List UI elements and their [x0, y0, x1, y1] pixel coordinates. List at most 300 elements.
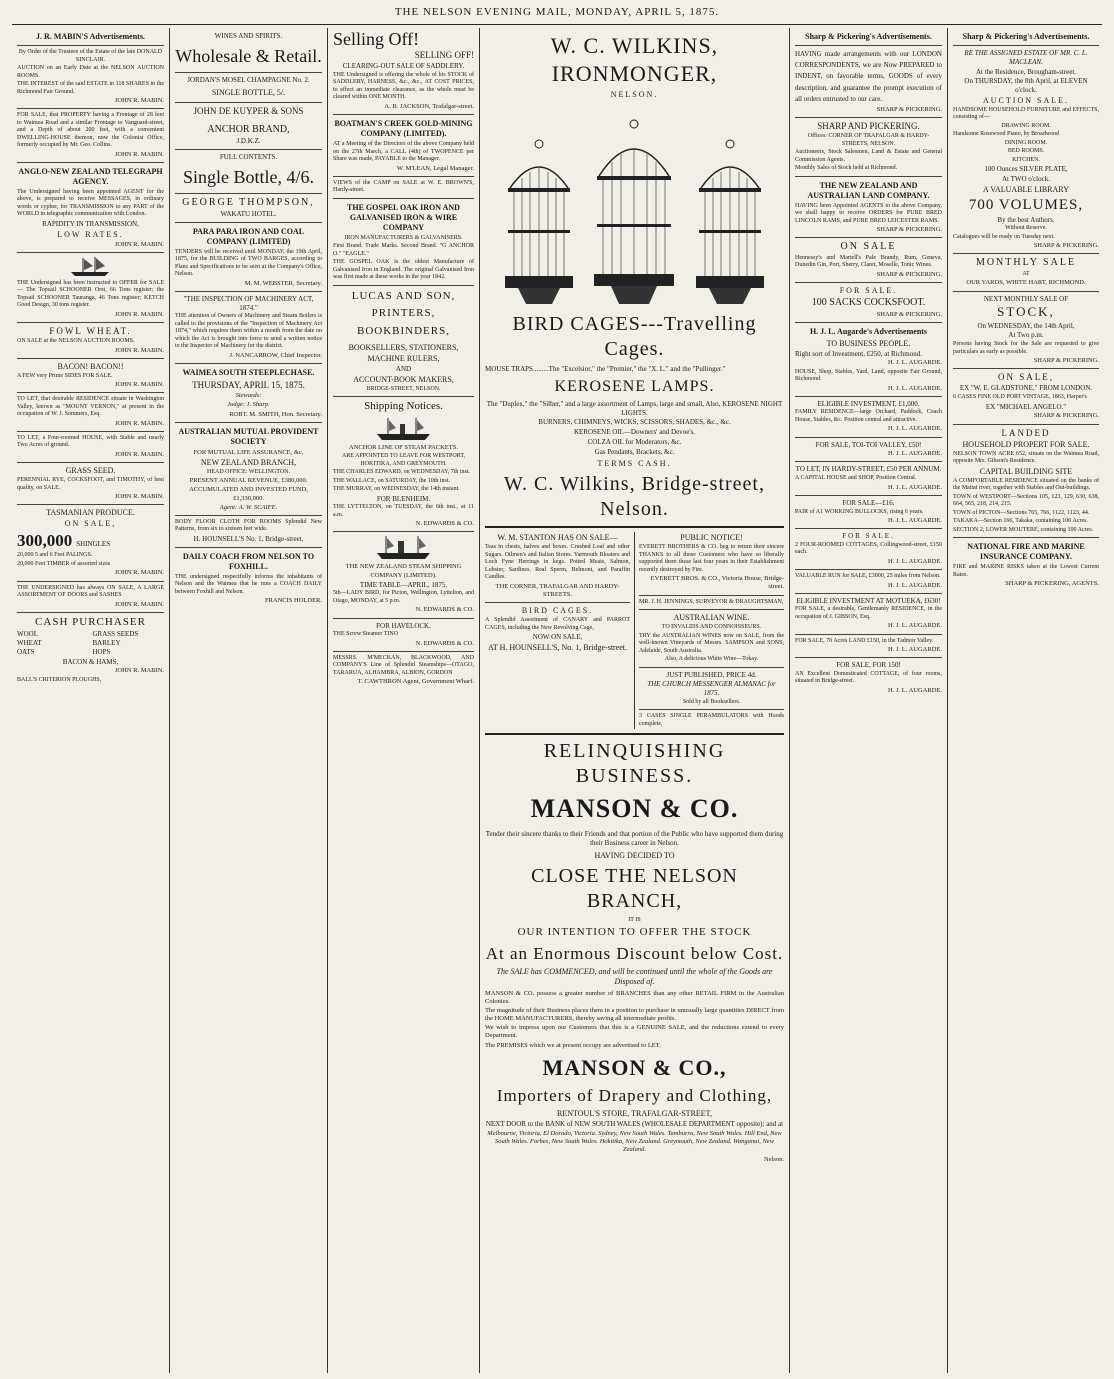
- ad-headline: RELINQUISHING BUSINESS.: [543, 740, 726, 788]
- ad-text: WAKATU HOTEL.: [220, 210, 277, 219]
- ad-heading: ANGLO-NEW ZEALAND TELEGRAPH AGENCY.: [18, 166, 163, 186]
- ad-text: PRESENT ANNUAL REVENUE, £380,000.: [189, 477, 308, 485]
- column-3: [328, 28, 480, 1373]
- ad-heading: AUCTION SALE.: [983, 95, 1069, 105]
- signature: JOHN R. MABIN.: [114, 450, 164, 458]
- ad-heading: MONTHLY SALE: [975, 257, 1077, 269]
- shingles-count: 300,000: [17, 531, 73, 551]
- signature: H. J. L. AUGARDE.: [888, 359, 942, 367]
- divider: [333, 198, 474, 199]
- signature: JOHN R. MABIN.: [114, 493, 164, 500]
- ad-text: At TWO o'clock.: [1002, 175, 1050, 183]
- ad-text: Right sort of Investment, £250, at Richmond.: [795, 349, 922, 358]
- ad-heading: NATIONAL FIRE AND MARINE INSURANCE COMPANY.: [967, 542, 1085, 562]
- ad-text: DRAWING ROOM.: [1001, 122, 1051, 129]
- divider: [17, 45, 164, 46]
- ad-heading: W. M. STANTON HAS ON SALE—: [497, 533, 618, 543]
- signature: H. J. L. AUGARDE.: [888, 581, 942, 589]
- ad-headline: MANSON & CO.,: [542, 1054, 727, 1080]
- column-2: [170, 28, 328, 1373]
- ad-text: A CAPITAL HOUSE and SHOP, Position Central.: [795, 475, 917, 482]
- ad-text: Teas in chests, halves and boxes. Crushed Loaf and other Sugars. Oilmen's and Italian Stores. Yarmouth Bloaters and Loch Fyne Herrings in kegs. Potted Meats, Salmon, Lobster, Sardines. Real Sperm, Belmont, and Paraffin Candles.: [485, 544, 630, 581]
- divider: [17, 462, 164, 463]
- ad-headline: At an Enormous Discount below Cost.: [485, 943, 784, 963]
- ad-text: TENDERS will be received until MONDAY, the 19th April, 1875, for the BUILDING of TWO BARGES, according to Plans and Specifications to be seen at the Company's Office, Nelson.: [175, 248, 322, 278]
- divider: [17, 392, 164, 393]
- divider: [175, 422, 322, 423]
- ad-text: A COMFORTABLE RESIDENCE situated on the banks of the Maitai river, together with Stables and Out-buildings.: [953, 477, 1099, 492]
- signature: SHARP & PICKERING, AGENTS.: [1005, 580, 1099, 588]
- ad-text: Hennessy's and Martell's Pale Brandy, Rum, Geneva, Dunedin Gin, Port, Sherry, Claret, Moselle, Tonic Wines.: [795, 254, 942, 269]
- divider: [175, 102, 322, 103]
- signature: JOHN R. MABIN.: [114, 150, 164, 158]
- ad-heading: ON SALE,: [64, 519, 117, 529]
- column-6: [948, 28, 1104, 1373]
- ad-headline: MANSON & CO.: [530, 794, 739, 824]
- ad-heading: FOR SALE.: [842, 532, 895, 541]
- ad-text: HANDSOME HOUSEHOLD FURNITURE and EFFECTS, consisting of—: [953, 106, 1099, 121]
- signature: H. J. L. AUGARDE.: [888, 557, 942, 565]
- ad-text: Sold by all Booksellers.: [682, 698, 741, 705]
- signature: N. EDWARDS & CO.: [415, 520, 474, 528]
- ad-text: HEAD OFFICE: WELLINGTON.: [207, 468, 290, 475]
- signature: JOHN R. MABIN.: [114, 569, 164, 577]
- ad-text: Persons having Stock for the Sale are requested to give particulars as early as possible.: [953, 341, 1099, 355]
- shingles-label: SHINGLES: [76, 540, 111, 549]
- ad-text: At Two p.m.: [1008, 331, 1044, 340]
- signature: Nelson.: [763, 1155, 784, 1163]
- divider: [795, 117, 942, 118]
- signature: H. J. L. AUGARDE.: [888, 450, 942, 458]
- ad-text: ACCUMULATED AND INVESTED FUND, £1,330,000.: [189, 486, 308, 502]
- ad-text: A FEW very Prime SIDES FOR SALE.: [17, 372, 113, 379]
- ad-text: THE undersigned respectfully informs the inhabitants of Nelson and the Waimea that he runs a COACH DAILY between Foxhill and Nelson.: [175, 573, 322, 595]
- ad-headline: Importers of Drapery and Clothing,: [496, 1086, 773, 1106]
- ad-heading: THE NEW ZEALAND STEAM SHIPPING COMPANY (LIMITED).: [345, 563, 462, 579]
- ad-text: AT: [1022, 270, 1030, 277]
- ad-text: J.D.K.Z.: [236, 137, 261, 146]
- divider: [795, 237, 942, 238]
- ad-text: THURSDAY, APRIL 15, 1875.: [192, 380, 305, 391]
- divider: [953, 368, 1099, 369]
- ad-text: HAVING made arrangements with our LONDON CORRESPONDENTS, we are Now PREPARED to INDENT, on favorable terms, GOODS of every description, and guarantee the prompt execution of all orders entrusted to our care.: [795, 50, 942, 103]
- divider: [795, 437, 942, 438]
- divider: [175, 222, 322, 223]
- ad-text: THE Undersigned is offering the whole of his STOCK of SADDLERY, HARNESS, &c., &c., AT COST PRICES, to effect an immediate clearance, as the whole must be cleared within ONE MONTH.: [333, 71, 474, 101]
- goods-item: OATS: [17, 647, 35, 656]
- ad-heading: FOWL WHEAT.: [49, 325, 132, 336]
- ad-text: 100 Ounces SILVER PLATE,: [984, 165, 1068, 174]
- sailing-notice: 5th—LADY BIRD, for Picton, Wellington, Lyttelton, and Otago, MONDAY, at 5 p.m.: [333, 590, 474, 604]
- column-5: [790, 28, 948, 1373]
- ad-heading: CASH PURCHASER: [35, 615, 146, 628]
- signature: H. J. L. AUGARDE.: [888, 483, 942, 491]
- divider: [795, 282, 942, 283]
- ad-text: First Brand. Trade Marks. Second Brand. "G ANCHOR O." "EAGLE.": [333, 243, 474, 257]
- divider: [639, 595, 784, 596]
- ad-text: NEXT DOOR to the BANK of NEW SOUTH WALES (WHOLESALE DEPARTMENT opposite); and at: [485, 1120, 784, 1129]
- signature: J. NANCARROW, Chief Inspector.: [229, 351, 322, 359]
- ad-text: NOW ON SALE,: [532, 633, 583, 641]
- ad-heading: ON SALE,: [998, 372, 1054, 383]
- ad-heading: TASMANIAN PRODUCE.: [46, 508, 135, 518]
- ad-text: Judge: J. Sharp.: [227, 401, 270, 409]
- two-column-block: [485, 532, 784, 729]
- divider: [175, 149, 322, 150]
- goods-item: BACON & HAMS,: [62, 657, 119, 666]
- ad-text: NELSON.: [610, 90, 659, 99]
- ad-heading: BOOKBINDERS,: [357, 325, 450, 338]
- ad-heading: PUBLIC NOTICE!: [680, 533, 743, 543]
- signature: M. M. WEBSTER, Secretary.: [244, 279, 322, 287]
- ad-text: TRY the AUSTRALIAN WINES now on SALE, from the well-known Vineyards of Messrs. SAMPSON and SONS, Adelaide, South Australia.: [639, 632, 784, 654]
- goods-item: WOOL: [17, 630, 38, 639]
- signature: SHARP & PICKERING.: [876, 270, 942, 278]
- signature: SHARP & PICKERING.: [1033, 242, 1099, 250]
- ad-headline: Selling Off!: [333, 29, 420, 49]
- ad-text: TERMS CASH.: [597, 459, 672, 469]
- signature: SHARP & PICKERING.: [1033, 412, 1099, 420]
- ad-text: VIEWS of the CAMP on SALE at W. E. BROWN'S, Hardy-street.: [333, 179, 474, 194]
- ad-text: ARE APPOINTED TO LEAVE FOR WESTPORT, HOKITIKA, AND GREYMOUTH.: [341, 453, 466, 467]
- ad-headline: CLOSE THE NELSON BRANCH,: [531, 865, 738, 913]
- divider: [795, 461, 942, 462]
- divider: [333, 396, 474, 397]
- ad-text: THE attention of Owners of Machinery and Steam Boilers is called to the provisions of the "Inspection of Machinery Act 1874," which requires them within a month from the date on which the Act is brought into force to send a written notice to the Inspector of Machinery for the district.: [175, 313, 322, 350]
- ad-headline: STOCK,: [997, 304, 1055, 320]
- ad-heading: THE NEW ZEALAND AND AUSTRALIAN LAND COMPANY.: [807, 180, 930, 200]
- ad-text: PERENNIAL RYE, COCKSFOOT, and TIMOTHY, of best quality, on SALE.: [17, 477, 164, 491]
- ad-text: RAPIDITY IN TRANSMISSION,: [42, 219, 139, 228]
- ad-text: 100 SACKS COCKSFOOT.: [811, 297, 926, 309]
- ad-text: EVERETT BROTHERS & CO. beg to return their sincere THANKS to all those Customers who have so liberally supported them these last four years in their Establishment recently destroyed by Fire.: [639, 544, 784, 573]
- divider: [17, 612, 164, 613]
- bird-cage-illustration: [493, 108, 776, 308]
- ad-text: AT H. HOUNSELL'S, No. 1, Bridge-street.: [487, 642, 628, 652]
- divider: [795, 322, 942, 323]
- ad-heading: PRINTERS,: [371, 307, 436, 320]
- sailing-notice: THE LYTTELTON, on TUESDAY, the 6th inst., at 11 a.m.: [333, 504, 474, 518]
- divider: [639, 609, 784, 610]
- ad-text: THE CHURCH MESSENGER ALMANAC for 1875.: [647, 680, 776, 697]
- ad-text: NELSON TOWN ACRE 652, situate on the Waimea Road, opposite Mrs. Gibson's Residence.: [953, 450, 1099, 465]
- ad-text: On THURSDAY, the 8th April, at ELEVEN o'clock.: [964, 77, 1088, 94]
- ad-heading: GRASS SEED.: [65, 466, 116, 475]
- ad-text: TO LET, a Four-roomed HOUSE, with Stable and nearly Two Acres of ground.: [17, 434, 164, 449]
- column-title: Sharp & Pickering's Advertisements.: [962, 32, 1090, 41]
- ad-text: THE GOSPEL OAK is the oldest Manufacture of Galvanised Iron in England. The original Galvanised Iron was first made at these works in the year 1842.: [333, 259, 474, 281]
- divider: [333, 285, 474, 286]
- ad-text: Without Reserve.: [1005, 225, 1047, 232]
- ad-text: COLZA OIL for Moderators, &c.: [587, 437, 682, 446]
- divider: [333, 176, 474, 177]
- signature: JOHN R. MABIN.: [114, 381, 164, 389]
- ad-text: MESSRS. M'MECKAN, BLACKWOOD, AND COMPANY'S Line of Splendid Steamships—OTAGO, TARARUA, ALHAMBRA, ALBION, GORDON: [333, 654, 474, 676]
- ad-text: NEXT MONTHLY SALE OF: [983, 294, 1069, 303]
- signature: SHARP & PICKERING.: [876, 310, 942, 318]
- ad-text: RENTOUL'S STORE, TRAFALGAR-STREET,: [557, 1109, 712, 1119]
- divider: [795, 593, 942, 594]
- ad-text: MANSON & CO. possess a greater number of BRANCHES than any other RETAIL FIRM in the Australian Colonies.: [485, 989, 784, 1005]
- ad-text: 20,000 Feet TIMBER of assorted sizes: [17, 560, 111, 567]
- ad-text: SINGLE BOTTLE, 5/.: [211, 88, 286, 98]
- divider: [17, 162, 164, 163]
- ad-text: 20,000 5 and 6 Feet PALINGS.: [17, 552, 93, 559]
- signature: H. J. L. AUGARDE.: [888, 425, 942, 433]
- ad-heading: TO BUSINESS PEOPLE.: [826, 338, 911, 348]
- ad-headline: W. C. WILKINS, IRONMONGER,: [550, 33, 719, 86]
- ad-heading: WINES AND SPIRITS.: [214, 32, 283, 40]
- divider: [17, 581, 164, 582]
- signature: H. J. L. AUGARDE.: [888, 517, 942, 525]
- ad-heading: "THE INSPECTION OF MACHINERY ACT, 1874.": [183, 294, 314, 312]
- ad-text: TOWN of PICTON—Sections 765, 766, 1122, 1123, 44.: [953, 509, 1090, 516]
- ad-heading: AUSTRALIAN MUTUAL PROVIDENT SOCIETY: [178, 426, 319, 446]
- ad-text: Also, A delicious White Wine—Tokay.: [664, 656, 759, 662]
- divider: [175, 291, 322, 292]
- sailing-notice: THE MURRAY, on WEDNESDAY, the 14th instant.: [333, 486, 460, 493]
- divider: [953, 291, 1099, 292]
- ad-heading: LUCAS AND SON,: [351, 289, 456, 302]
- ad-text: FIRE and MARINE RISKS taken at the Lowest Current Rates.: [953, 564, 1099, 578]
- ad-text: THE UNDERSIGNED has always ON SALE, A LARGE ASSORTMENT OF DOORS and SASHES: [17, 584, 164, 598]
- ad-text: TAKAKA—Section 166, Takaka, containing 100 Acres.: [953, 518, 1088, 525]
- divider: [485, 602, 630, 603]
- ad-heading: HOUSEHOLD PROPERT FOR SALE.: [962, 439, 1090, 449]
- ad-heading: ELIGIBLE INVESTMENT, £1,000.: [817, 399, 920, 408]
- ad-text: Auctioneers, Stock Salesmen, Land & Estate and General Commission Agents.: [795, 149, 942, 163]
- ad-text: PAIR of A1 WORKING BULLOCKS, rising 6 years.: [795, 508, 924, 515]
- divider: [175, 515, 322, 516]
- divider: [795, 176, 942, 177]
- signature: N. EDWARDS & CO.: [415, 639, 474, 647]
- divider: [17, 252, 164, 253]
- divider: [953, 424, 1099, 425]
- column-title: H. J. L. Augarde's Advertisements: [809, 326, 928, 336]
- ad-text: LOW RATES.: [57, 229, 124, 239]
- ad-text: IRON MANUFACTURERS & GALVANISERS.: [344, 234, 463, 241]
- divider: [17, 504, 164, 505]
- ship-icon: [69, 256, 113, 278]
- ad-text: AN Excellent Domesticated COTTAGE, of four rooms, situated in Bridge-street.: [795, 670, 942, 685]
- divider: [953, 45, 1099, 46]
- ad-heading: LANDED: [1001, 427, 1051, 438]
- ad-heading: ANCHOR LINE OF STEAM PACKETS.: [348, 443, 458, 451]
- ad-heading: JUST PUBLISHED, PRICE 4d.: [666, 670, 757, 679]
- ad-text: FULL CONTENTS.: [219, 152, 278, 161]
- signature: ROBT. M. SMITH, Hon. Secretary.: [229, 410, 322, 418]
- ad-headline: 700 VOLUMES,: [968, 196, 1084, 213]
- ad-heading: FOR SALE, TOI-TOI VALLEY, £50!: [815, 440, 922, 449]
- divider: [485, 733, 784, 735]
- column-title: Sharp & Pickering's Advertisements.: [805, 32, 932, 41]
- signature: T. CAWTHRON Agent, Government Wharf.: [357, 678, 474, 686]
- ad-text: HAVING been Appointed AGENTS to the above Company, we shall happy to receive ORDERS for PURE BRED LINCOLN RAMS, and PURE BRED LEICESTER RAMS.: [795, 202, 942, 224]
- ad-heading: CAPITAL BUILDING SITE: [979, 466, 1073, 476]
- divider: [795, 657, 942, 658]
- ad-text: By Order of the Trustees of the Estate of the late DONALD SINCLAIR.: [18, 49, 163, 63]
- column-1: [12, 28, 170, 1373]
- divider: [175, 363, 322, 364]
- divider: [953, 253, 1099, 254]
- goods-item: GRASS SEEDS: [92, 630, 139, 639]
- goods-item: WHEAT: [17, 639, 42, 648]
- ad-text: JORDAN'S MOSEL CHAMPAGNE No. 2.: [187, 75, 310, 84]
- divider: [17, 431, 164, 432]
- ad-text: THE Undersigned has been instructed to OFFER for SALE— The Topsail SCHOONER Orst, 66 Tons register; the Topsail SCHOONER Tauranga, 46 Tons register; KETCH Good Design, 30 tons register.: [17, 279, 164, 309]
- divider: [795, 495, 942, 496]
- divider: [333, 114, 474, 115]
- signature: H. J. L. AUGARDE.: [888, 686, 942, 694]
- ad-text: H. HOUNSELL'S No. 1, Bridge-street.: [193, 534, 304, 543]
- sailing-notice: THE CHARLES EDWARD, on WEDNESDAY, 7th inst.: [333, 469, 471, 476]
- divider: [17, 322, 164, 323]
- ad-text: The magnitude of their Business places them in a position to purchase in unusually large quantities DIRECT from the HOME MANUFACTURERS, thereby saving all intermediate profits.: [485, 1007, 784, 1023]
- divider: [795, 396, 942, 397]
- ad-headline: W. C. Wilkins, Bridge-street, Nelson.: [504, 473, 765, 521]
- ad-text: THE INTEREST of the said ESTATE in 118 SHARES in the Richmond Fair Ground.: [17, 81, 164, 95]
- divider: [953, 537, 1099, 538]
- ad-text: ON SALE at the NELSON AUCTION ROOMS.: [17, 338, 135, 344]
- ad-text: AT a Meeting of the Directors of the above Company held on the 27th March, a CALL (4th) of TWOPENCE per Share was made, PAYABLE to the Manager.: [333, 141, 474, 163]
- ad-text: FOR MUTUAL LIFE ASSURANCE, &c.: [193, 448, 304, 456]
- ad-text: We wish to impress upon our Customers that this is a GENUINE SALE, and the reductions extend to every Department.: [485, 1024, 784, 1040]
- ad-text: NEW ZEALAND BRANCH,: [200, 457, 297, 467]
- ad-text: 3 CASES SINGLE PERAMBULATORS with Hoods complete,: [639, 713, 784, 727]
- ad-heading: THE GOSPEL OAK IRON AND GALVANISED IRON & WIRE COMPANY: [347, 202, 460, 232]
- bird-cage-icon: [591, 118, 677, 308]
- ad-heading: FOR BLENHEIM.: [376, 494, 431, 503]
- ad-heading: A VALUABLE LIBRARY: [983, 184, 1069, 194]
- ad-text: Tender their sincere thanks to their Friends and that portion of the Public who have supported them during their Business career in Nelson.: [485, 829, 784, 847]
- bird-cage-icon: [500, 138, 578, 308]
- signature: EVERETT BROS. & CO., Victoria House, Bridge-street.: [650, 575, 784, 591]
- divider: [485, 526, 784, 528]
- ad-text: SECTION 2, LOWER MOUTERE, containing 100 Acres.: [953, 526, 1094, 533]
- ad-heading: RE THE ASSIGNED ESTATE OF MR. C. L. MACLEAN.: [964, 49, 1088, 66]
- ad-heading: PARA PARA IRON AND COAL COMPANY (LIMITED): [192, 226, 305, 246]
- ad-heading: MACHINE RULERS,: [367, 353, 440, 363]
- ad-heading: WAIMEA SOUTH STEEPLECHASE.: [182, 368, 315, 378]
- ad-text: Handsome Rosewood Piano, by Broadwood: [953, 131, 1060, 138]
- goods-item: BARLEY: [92, 639, 121, 648]
- signature: JOHN R. MABIN.: [114, 97, 164, 104]
- ad-text: KITCHEN.: [1012, 156, 1040, 163]
- divider: [333, 531, 474, 532]
- ad-text: Offices: CORNER OF TRAFALGAR & HARDY-STREETS, NELSON.: [807, 133, 930, 147]
- signature: A. B. JACKSON, Trafalgar-street.: [384, 102, 474, 110]
- ad-heading: FOR HAVELOCK.: [376, 621, 431, 630]
- divider: [333, 618, 474, 619]
- divider: [175, 72, 322, 73]
- ad-text: HAVING DECIDED TO: [594, 851, 675, 861]
- signature: SHARP & PICKERING.: [876, 105, 942, 113]
- ad-text: Catalogues will be ready on Tuesday next.: [953, 233, 1055, 240]
- ad-heading: FOR SALE, FOR 150!: [836, 661, 901, 670]
- ad-text: IT IS: [628, 917, 641, 924]
- ad-heading: SELLING OFF!: [414, 49, 474, 60]
- ad-heading: TO LET, IN HARDY-STREET, £50 PER ANNUM.: [795, 465, 942, 474]
- ad-text: Agent: A. W. SCAIFE.: [219, 503, 278, 511]
- ad-heading: ON SALE: [840, 241, 897, 253]
- ad-text: TOWN of WESTPORT—Sections 105, 123, 129, 630, 638, 664, 565, 218, 214, 215.: [953, 493, 1099, 508]
- bird-cage-icon: [691, 138, 769, 308]
- ad-text: KEROSENE OIL—Downers' and Devoe's.: [573, 428, 696, 436]
- ad-text: OUR YARDS, WHITE HART, RICHMOND.: [966, 279, 1086, 287]
- signature: H. J. L. AUGARDE.: [888, 646, 942, 654]
- ad-text: On WEDNESDAY, the 14th April,: [977, 321, 1075, 330]
- ad-text: Gas Pendants, Brackets, &c.: [594, 447, 675, 456]
- ad-text: FOR SALE, that PROPERTY having a Frontage of 28 feet to Waimea Road and a similar Frontage to Vanguard-street, and a Depth of about 200 feet, with a convenient DWELLING-HOUSE thereon, now the Colonist Office, formerly occupied by Mr. Geo. Collins.: [17, 112, 164, 149]
- divider: [795, 45, 942, 46]
- ad-text: VALUABLE RUN for SALE, £3000, 25 miles from Nelson.: [795, 573, 941, 580]
- divider: [795, 634, 942, 635]
- section-title: Shipping Notices.: [364, 400, 443, 413]
- ad-heading: TIME TABLE—APRIL, 1875.: [359, 580, 448, 589]
- ad-text: AND: [395, 364, 412, 373]
- ad-text: A Splendid Assortment of CANARY and PARROT CAGES, including the New Revolving Cage,: [485, 617, 630, 631]
- ad-text: BED ROOMS.: [1007, 148, 1045, 155]
- ad-headline: BIRD CAGES---Travelling Cages.: [512, 313, 757, 360]
- signature: JOHN R. MABIN.: [114, 346, 164, 354]
- ad-heading: SHARP AND PICKERING.: [817, 121, 920, 132]
- ad-text: TO INVALIDS AND CONNOISSEURS.: [661, 624, 762, 630]
- signature: JOHN R. MABIN.: [114, 600, 164, 608]
- ad-text: BODY FLOOR CLOTH FOR ROOMS Splendid New Patterns, from six to sixteen feet wide.: [175, 518, 322, 533]
- masthead: THE NELSON EVENING MAIL, MONDAY, APRIL 5, 1875.: [12, 6, 1102, 25]
- ad-heading: DAILY COACH FROM NELSON TO FOXHILL.: [182, 551, 315, 571]
- ad-text: BALL'S CRITERION PLOUGHS,: [17, 676, 102, 683]
- ad-heading: ELIGIBLE INVESTMENT AT MOTUEKA, £630!: [796, 596, 941, 605]
- ad-text: MR. J. H. JENNINGS, SURVEYOR & DRAUGHTSMAN,: [639, 598, 784, 605]
- column-title: J. R. MABIN'S Advertisements.: [36, 32, 145, 41]
- ad-heading: CLEARING-OUT SALE OF SADDLERY.: [342, 62, 465, 71]
- divider: [333, 651, 474, 652]
- divider: [639, 667, 784, 668]
- ad-text: The PREMISES which we at present occupy are advertised to LET.: [485, 1041, 661, 1049]
- signature: JOHN R. MABIN.: [114, 310, 164, 318]
- ad-text: The SALE has COMMENCED, and will be continued until the whole of the Goods are Disposed of.: [496, 966, 773, 986]
- divider: [17, 108, 164, 109]
- signature: SHARP & PICKERING.: [1033, 357, 1099, 364]
- ad-text: EX "W. E. GLADSTONE," FROM LONDON.: [959, 384, 1093, 393]
- ad-text: THE CORNER, TRAFALGAR AND HARDY-STREETS.: [495, 582, 620, 598]
- ad-heading: FOR SALE.: [839, 286, 898, 296]
- ad-text: Stewards:: [235, 392, 262, 400]
- ad-text: MOUSE TRAPS.........The "Excelsior," the "Premier," the "X. L." and the "Pullinger.": [485, 365, 726, 373]
- ad-headline: KEROSENE LAMPS.: [554, 377, 715, 395]
- ad-text: OUR INTENTION TO OFFER THE STOCK: [517, 925, 752, 938]
- ad-text: DINING ROOM.: [1004, 139, 1048, 146]
- ad-text: AUCTION on an Early Date at the NELSON AUCTION ROOMS.: [17, 65, 164, 79]
- ad-heading: ACCOUNT-BOOK MAKERS,: [353, 374, 454, 384]
- ad-text: At the Residence, Brougham-street.: [975, 67, 1077, 76]
- divider: [17, 358, 164, 359]
- ad-heading: AUSTRALIAN WINE.: [673, 613, 750, 622]
- ad-text: EX "MICHAEL ANGELO.": [985, 402, 1067, 411]
- ad-text: The "Duplex," the "Silber," and a large assortment of Lamps, large and small, Also, KEROSENE NIGHT LIGHTS.: [486, 399, 783, 417]
- ad-text: Monthly Sales of Stock held at Richmond.: [795, 165, 898, 172]
- ad-heading: BOATMAN'S CREEK GOLD-MINING COMPANY (LIMITED).: [334, 119, 473, 139]
- ad-heading: GEORGE THOMPSON,: [182, 196, 315, 208]
- goods-item: HOPS: [92, 647, 111, 656]
- wide-column: [480, 28, 790, 1373]
- sailing-notice: THE WALLACE, on SATURDAY, the 10th inst.: [333, 477, 451, 484]
- signature: FRANCIS HOLDER.: [264, 597, 322, 605]
- divider: [795, 528, 942, 529]
- ad-text: Melbourne, Victoria. El Dorado, Victoria. Sydney, New South Wales. Tamburra, New South Wales. Hill End, New South Wales. Forbes, New South Wales. Hokitika, New Zealand. Greymouth, New Zealand. Wanganui, New Zealand.: [487, 1130, 782, 1154]
- ad-text: BRIDGE-STREET, NELSON.: [366, 385, 441, 392]
